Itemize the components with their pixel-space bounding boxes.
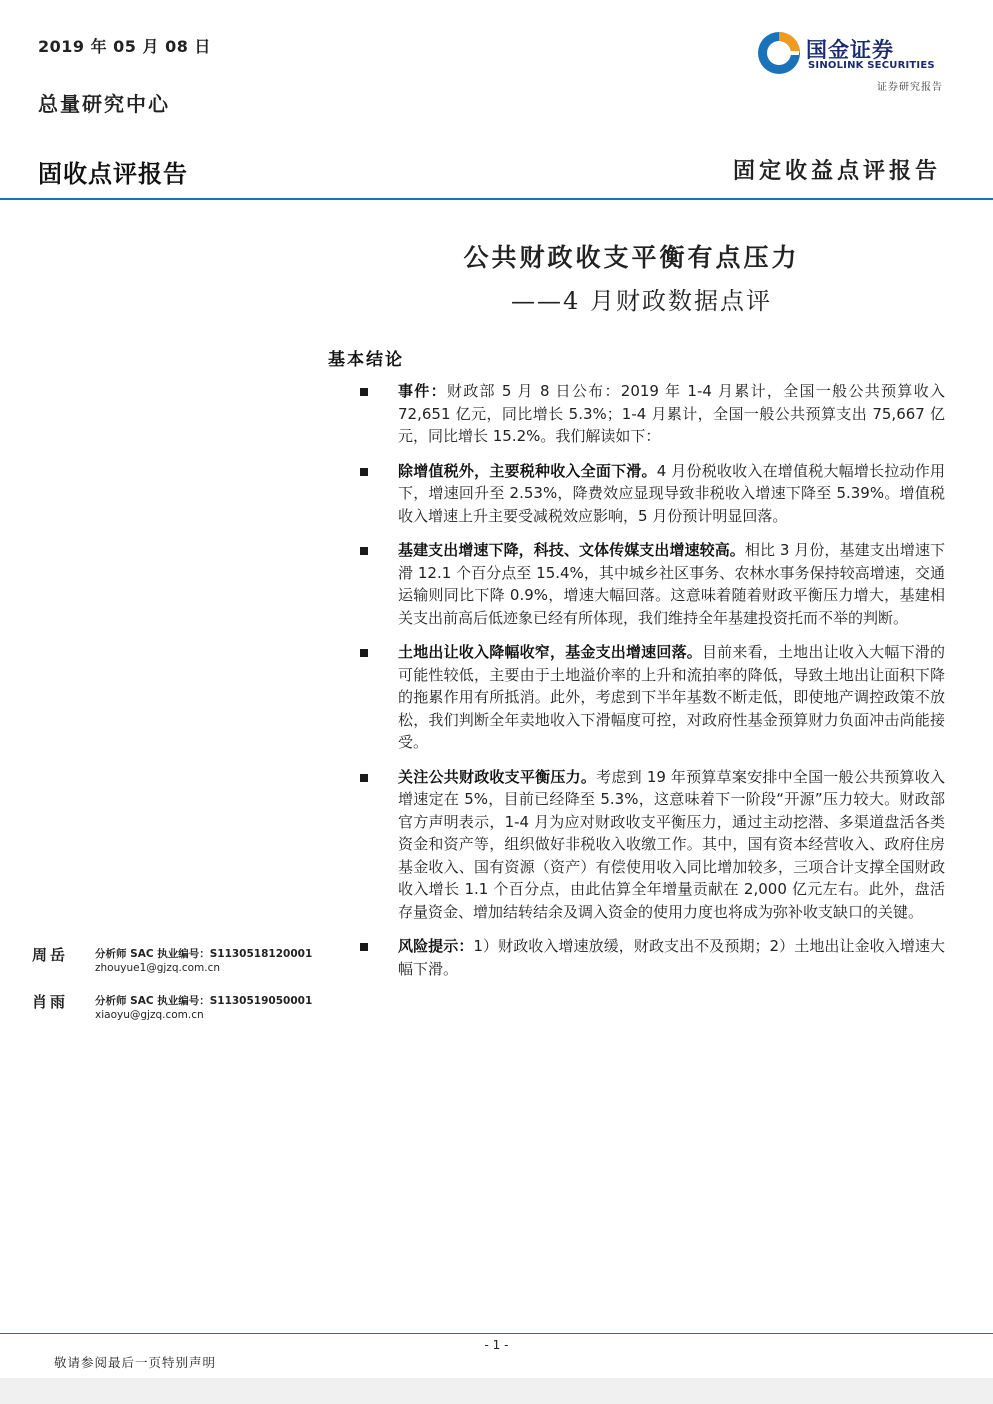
conclusion-item (360, 641, 945, 754)
analyst-card (32, 944, 332, 984)
sinolink-logo-icon (756, 30, 802, 76)
conclusion-text: 1）财政收入增速放缓，财政支出不及预期；2）土地出让金收入增速大幅下滑。 (398, 937, 945, 978)
report-type-right: 固定收益点评报告 (732, 158, 941, 184)
analyst-name: 周岳 (32, 946, 69, 964)
analyst-email[interactable]: zhouyue1@gjzq.com.cn (95, 962, 221, 974)
conclusion-lead: 关注公共财政收支平衡压力。 (398, 767, 597, 786)
company-logo (756, 30, 946, 78)
conclusion-item (360, 766, 945, 924)
conclusion-text: 财政部 5 月 8 日公布：2019 年 1-4 月累计，全国一般公共预算收入 72,651 亿元，同比增长 5.3%；1-4 月累计，全国一般公共预算支出 75,667 亿元，同比增长 15.2%。我们解读如下： (398, 382, 945, 445)
conclusion-text: 相比 3 月份，基建支出增速下滑 12.1 个百分点至 15.4%，其中城乡社区事务、农林水事务保持较高增速，交通运输则同比下降 0.9%，增速大幅回落。这意味着随着财政平衡压力增大，基建相关支出前高后低迹象已经有所体现，我们维持全年基建投资托而不举的判断。 (398, 541, 945, 627)
section-heading: 基本结论 (328, 350, 404, 370)
header-divider (0, 198, 993, 200)
department-name: 总量研究中心 (38, 92, 170, 116)
logo-en-text: SINOLINK SECURITIES (808, 60, 935, 71)
bullet-square-icon (360, 649, 368, 657)
bullet-square-icon (360, 388, 368, 396)
analyst-cert: 分析师 SAC 执业编号：S1130519050001 (95, 995, 313, 1007)
conclusion-text: 目前来看，土地出让收入大幅下滑的可能性较低，主要由于土地溢价率的上升和流拍率的降低，导致土地出让面积下降的拖累作用有所抵消。此外，考虑到下半年基数不断走低，即使地产调控政策不放松，我们判断全年卖地收入下滑幅度可控，对政府性基金预算财力负面冲击尚能接受。 (398, 643, 945, 751)
conclusion-text: 4 月份税收收入在增值税大幅增长拉动作用下，增速回升至 2.53%，降费效应显现导致非税收入增速下降至 5.39%。增值税收入增速上升主要受减税效应影响，5 月份预计明显回落。 (398, 461, 945, 525)
logo-subtitle: 证券研究报告 (877, 82, 943, 93)
conclusion-text: 考虑到 19 年预算草案安排中全国一般公共预算收入增速定在 5%，目前已经降至 5.3%，这意味着下一阶段“开源”压力较大。财政部官方声明表示，1-4 月为应对财政收支平衡压力，通过主动挖潜、多渠道盘活各类资金和资产等，组织做好非税收入收缴工作。其中，国有资本经营收入、政府住房基金收入、国有资源（资产）有偿使用收入同比增加较多，三项合计支撑全国财政收入增长 1.1 个百分点，由此估算全年增量贡献在 2,000 亿元左右。此外，盘活存量资金、增加结转结余及调入资金的使用力度也将成为弥补收支缺口的关键。 (398, 767, 945, 921)
bullet-square-icon (360, 547, 368, 555)
analyst-cert: 分析师 SAC 执业编号：S1130518120001 (95, 948, 313, 960)
report-title: 公共财政收支平衡有点压力 (463, 243, 800, 272)
report-subtitle: ——4 月财政数据点评 (511, 287, 772, 315)
conclusion-item (360, 460, 945, 528)
analyst-card (32, 991, 332, 1031)
footer-band (0, 1378, 993, 1404)
page-number: - 1 - (484, 1338, 509, 1352)
conclusion-item (360, 539, 945, 629)
conclusion-lead: 土地出让收入降幅收窄，基金支出增速回落。 (398, 643, 702, 661)
analyst-name: 肖雨 (32, 993, 69, 1011)
analyst-email[interactable]: xiaoyu@gjzq.com.cn (95, 1009, 204, 1021)
footer-disclaimer: 敬请参阅最后一页特别声明 (54, 1355, 217, 1370)
bullet-square-icon (360, 774, 368, 782)
conclusion-list (360, 380, 945, 992)
footer-divider (0, 1333, 993, 1334)
logo-cn-text: 国金证券 (806, 38, 894, 62)
report-date: 2019 年 05 月 08 日 (38, 37, 211, 56)
report-type: 固收点评报告 (38, 160, 188, 188)
conclusion-lead: 基建支出增速下降，科技、文体传媒支出增速较高。 (398, 541, 745, 559)
conclusion-lead: 事件： (398, 382, 447, 400)
bullet-square-icon (360, 943, 368, 951)
bullet-square-icon (360, 468, 368, 476)
conclusion-lead: 风险提示： (398, 937, 474, 955)
conclusion-item (360, 380, 945, 448)
conclusion-lead: 除增值税外，主要税种收入全面下滑。 (398, 461, 657, 480)
conclusion-item (360, 935, 945, 980)
